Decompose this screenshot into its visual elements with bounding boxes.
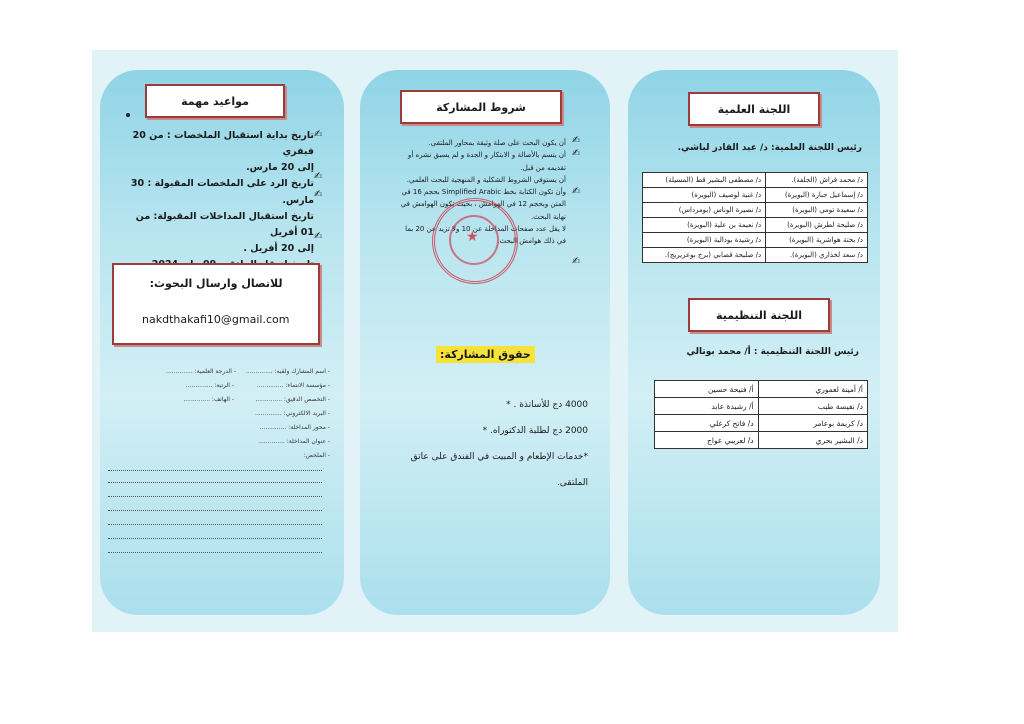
table-cell: د/ نفيسة طيب — [758, 398, 867, 415]
important-dates-title: مواعيد مهمة — [145, 84, 285, 118]
checkmark-icon: ✍ — [572, 148, 581, 159]
date-item: تاريخ استقبال المداخلات المقبولة: من 01 أفريل — [135, 210, 314, 238]
condition-item: أن يستوفي الشروط الشكلية و المنهجية للبحث العلمي. — [406, 175, 566, 184]
form-rank: - الرتبة: .............. — [185, 382, 234, 389]
divider — [108, 524, 322, 525]
table-cell: د/ صليحة لطرش (البويرة) — [766, 218, 868, 233]
table-row — [643, 173, 868, 188]
scientific-committee-title: اللجنة العلمية — [688, 92, 820, 126]
form-name: - اسم المشارك ولقبه: .............. — [246, 368, 330, 375]
table-row — [655, 415, 868, 432]
dot-mark — [126, 113, 130, 117]
condition-item: في ذلك هوامش البحث. — [497, 237, 566, 245]
right-item: *خدمات الإطعام و المبيت في الفندق على عاتق الملتقى. — [410, 452, 588, 489]
organizing-committee-table — [654, 380, 868, 449]
checkmark-icon: ✍ — [572, 186, 581, 197]
date-item: إلى 20 أفريل . — [243, 242, 314, 254]
table-cell: د/ البشير بحري — [758, 432, 867, 449]
checkmark-icon: ✍ — [572, 256, 581, 267]
conditions-title: شروط المشاركة — [400, 90, 562, 124]
table-cell: أ/ رشيدة عابد — [655, 398, 759, 415]
table-cell: أ/ أمينة لعموري — [758, 381, 867, 398]
divider — [108, 482, 322, 483]
divider — [108, 538, 322, 539]
table-cell: د/ صليحة قصابي (برج بوعريريج). — [643, 248, 766, 263]
form-abstract: - الملخص: — [303, 452, 330, 459]
table-row — [655, 381, 868, 398]
checkmark-icon: ✍ — [314, 231, 323, 242]
date-item: تاريخ الرد على الملخصات المقبولة : 30 مارس. — [130, 178, 314, 206]
condition-item: أن يتسم بالأصالة و الابتكار و الجدة و لم يسبق نشره أو — [408, 151, 566, 160]
checkmark-icon: ✍ — [314, 129, 323, 140]
scientific-committee-table — [642, 172, 868, 263]
condition-item: المتن وبحجم 12 في الهوامش ، بحيث تكون الهوامش في — [400, 200, 566, 209]
checkmark-icon: ✍ — [572, 135, 581, 146]
table-row — [643, 188, 868, 203]
scientific-president: رئيس اللجنة العلمية: د/ عبد القادر لباشي. — [677, 143, 862, 153]
table-cell: د/ كريمة بوعامر — [758, 415, 867, 432]
condition-item: لا يقل عدد صفحات المداخلة عن 10 ولا تزيد عن 20 بما — [405, 224, 566, 233]
official-stamp — [432, 198, 518, 284]
condition-item: وأن تكون الكتابة بخط Simplified Arabic بحجم 16 في — [401, 188, 566, 196]
table-row — [643, 218, 868, 233]
star-icon: ★ — [466, 229, 479, 245]
date-item: إلى 20 مارس. — [246, 162, 314, 174]
divider — [108, 552, 322, 553]
condition-item: تقديمه من قبل. — [520, 163, 566, 172]
table-cell: د/ لعريبي عواج — [655, 432, 759, 449]
condition-item: أن يكون البحث على صلة وثيقة بمحاور الملتقى. — [428, 139, 566, 147]
form-phone: - الهاتف: .............. — [183, 396, 234, 403]
table-cell: د/ سعيدة تومي (البويرة) — [766, 203, 868, 218]
contact-title: للاتصال وارسال البحوث: — [149, 277, 283, 290]
table-cell: د/ محمد قراش (الجلفة). — [766, 173, 868, 188]
table-cell: د/ غنية لوصيف (البويرة) — [643, 188, 766, 203]
table-cell: د/ سعد لخذاري (البويرة). — [766, 248, 868, 263]
table-row — [643, 233, 868, 248]
table-cell: د/ إسماعيل جبارة (البويرة) — [766, 188, 868, 203]
table-row — [643, 248, 868, 263]
divider — [108, 470, 322, 471]
dates-list — [124, 128, 314, 273]
rights-title: حقوق المشاركة: — [436, 346, 535, 363]
organizing-committee-title: اللجنة التنظيمية — [688, 298, 830, 332]
table-cell: د/ مصطفى البشير قط (المسيلة) — [643, 173, 766, 188]
table-cell: د/ بختة هواشرية (البويرة) — [766, 233, 868, 248]
form-axis: - محور المداخلة: .............. — [259, 424, 330, 431]
form-email: - البريد الالكتروني: .............. — [255, 410, 330, 417]
rights-list — [408, 392, 588, 496]
table-cell: د/ نصيرة الوناس (بومرداس) — [643, 203, 766, 218]
table-cell: أ/ فتيحة حسين — [655, 381, 759, 398]
table-row — [655, 398, 868, 415]
right-item: 2000 دج لطلبة الدكتوراه. * — [482, 426, 588, 437]
form-degree: - الدرجة العلمية: .............. — [166, 368, 236, 375]
contact-email[interactable]: nakdthakafi10@gmail.com — [142, 313, 290, 326]
form-specialty: - التخصص الدقيق: .............. — [255, 396, 330, 403]
table-cell: د/ رشيدة بودالية (البويرة) — [643, 233, 766, 248]
table-cell: د/ فاتح كرغلي — [655, 415, 759, 432]
condition-item: نهاية البحث. — [530, 212, 566, 221]
form-affiliation: - مؤسسة الانتماء: .............. — [256, 382, 330, 389]
checkmark-icon: ✍ — [314, 171, 323, 182]
divider — [108, 510, 322, 511]
date-item: تاريخ بداية استقبال الملخصات : من 20 فيفري — [132, 130, 314, 158]
form-title: - عنوان المداخلة: .............. — [258, 438, 330, 445]
checkmark-icon: ✍ — [314, 189, 323, 200]
table-row — [655, 432, 868, 449]
table-row — [643, 203, 868, 218]
divider — [108, 496, 322, 497]
right-item: 4000 دج للأساتذة . * — [506, 400, 588, 410]
contact-box — [112, 263, 320, 345]
table-cell: د/ نعيمة بن علية (البويرة) — [643, 218, 766, 233]
organizing-president: رئيس اللجنة التنظيمية : أ/ محمد بوتالي — [686, 347, 859, 357]
